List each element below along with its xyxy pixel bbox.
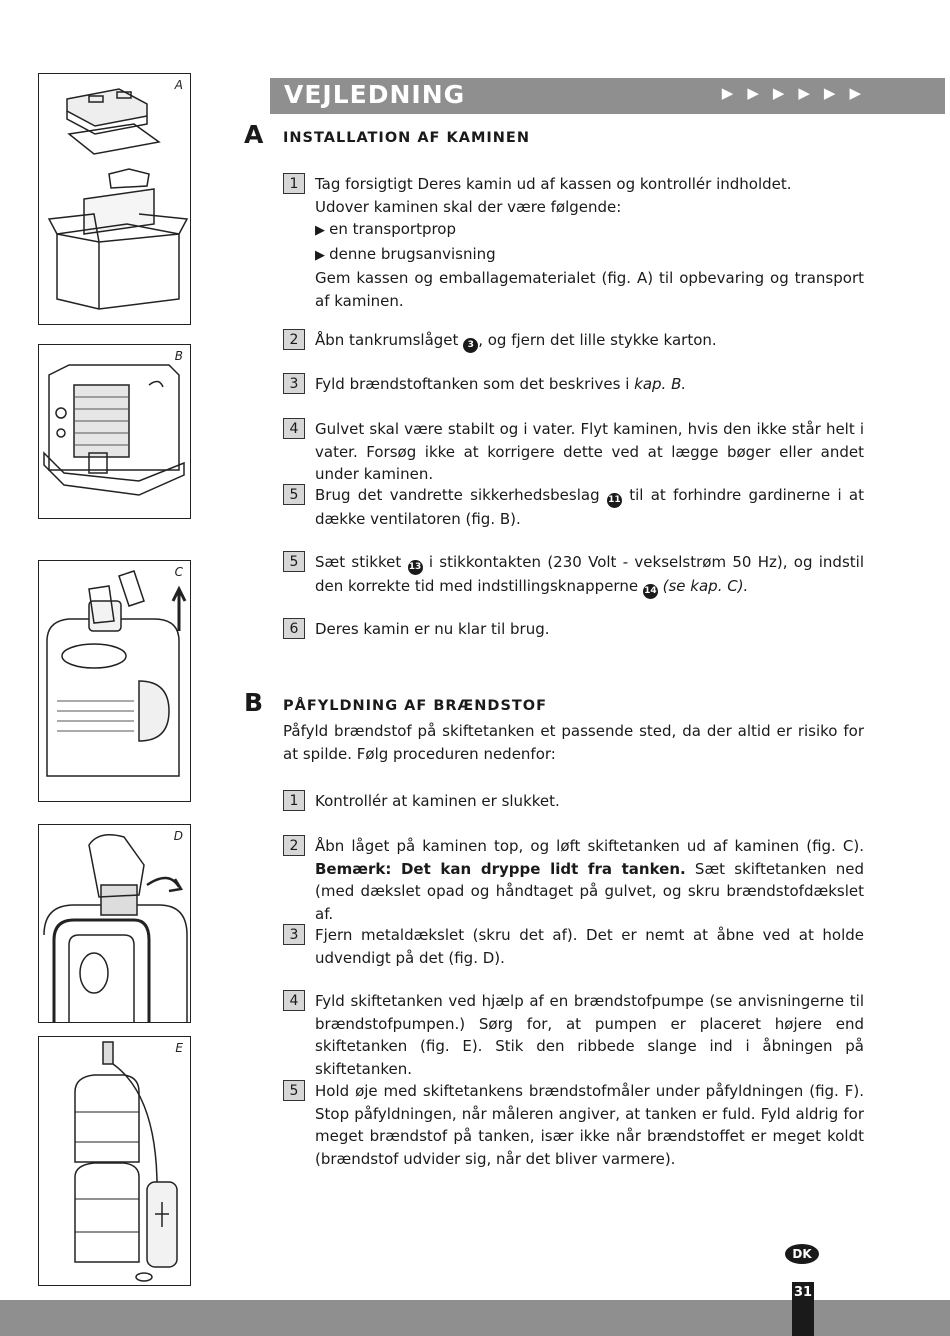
step-number: 1 bbox=[283, 790, 305, 811]
step-number: 3 bbox=[283, 373, 305, 394]
step-number: 3 bbox=[283, 924, 305, 945]
part-reference-badge: 3 bbox=[463, 338, 478, 353]
section-intro: Påfyld brændstof på skiftetanken et passende sted, da der altid er risiko for at spilde. Følg proceduren nedenfor: bbox=[283, 722, 864, 763]
figure-b bbox=[38, 344, 191, 519]
step-text bbox=[315, 173, 864, 312]
step-text: Fyld skiftetanken ved hjælp af en brændstofpumpe (se anvisningerne til brændstofpumpen.) Sørg for, at pumpen er placeret højere end skiftetanken (fig. E). Stik den ribbede slange ind i åbningen på skiftetanken. bbox=[315, 992, 864, 1078]
part-reference-badge: 11 bbox=[607, 493, 622, 508]
figure-a bbox=[38, 73, 191, 325]
page-number: 31 bbox=[792, 1282, 814, 1336]
text-part: , og fjern det lille stykke karton. bbox=[478, 331, 717, 349]
part-reference-badge: 14 bbox=[643, 584, 658, 599]
step-text bbox=[315, 484, 864, 531]
text-part: Åbn låget på kaminen top, og løft skiftetanken ud af kaminen (fig. C). bbox=[315, 837, 864, 855]
step-number: 5 bbox=[283, 551, 305, 572]
chapter-reference: kap. B. bbox=[634, 375, 687, 393]
step-text: Deres kamin er nu klar til brug. bbox=[315, 620, 550, 638]
step-line: Gem kassen og emballagematerialet (fig. A) til opbevaring og transport af kaminen. bbox=[315, 269, 864, 310]
cap-unscrewing-illustration bbox=[39, 825, 190, 1022]
text-part: Sæt skiftetanken ned (med dækslet opad og håndtaget på gulvet, og skru brændstofdækslet af. bbox=[315, 859, 864, 923]
bullet-text: en transportprop bbox=[329, 220, 457, 238]
section-title-b: PÅFYLDNING AF BRÆNDSTOF bbox=[283, 698, 548, 714]
header-arrow-icons: ▶▶▶▶▶▶ bbox=[721, 84, 875, 102]
step-text bbox=[315, 835, 864, 925]
part-reference-badge: 13 bbox=[408, 560, 423, 575]
step-text bbox=[315, 551, 864, 599]
step-number: 5 bbox=[283, 1080, 305, 1101]
heater-tank-removal-illustration bbox=[39, 561, 190, 801]
text-part: Åbn tankrumslåget bbox=[315, 331, 459, 349]
step-number: 6 bbox=[283, 618, 305, 639]
section-title-a: INSTALLATION AF KAMINEN bbox=[283, 130, 530, 146]
text-part: Brug det vandrette sikkerhedsbeslag bbox=[315, 486, 600, 504]
warning-note: Bemærk: Det kan dryppe lidt fra tanken. bbox=[315, 859, 686, 878]
figure-letter: B bbox=[174, 349, 183, 363]
step-number: 4 bbox=[283, 990, 305, 1011]
figure-letter: C bbox=[174, 565, 183, 579]
text-part: i stikkontakten (230 Volt - vekselstrøm 50 Hz), og indstil den korrekte tid med indstillingsknapperne bbox=[315, 553, 864, 595]
fuel-pump-tank-illustration bbox=[39, 1037, 190, 1285]
text-part: Sæt stikket bbox=[315, 553, 402, 571]
step-number: 5 bbox=[283, 484, 305, 505]
section-letter-b: B bbox=[244, 688, 264, 717]
heater-back-vent-illustration bbox=[39, 345, 190, 518]
step-line: Udover kaminen skal der være følgende: bbox=[315, 197, 622, 216]
bullet-item bbox=[315, 218, 864, 243]
figure-e bbox=[38, 1036, 191, 1286]
section-letter-a: A bbox=[244, 120, 264, 149]
page-title: VEJLEDNING bbox=[284, 80, 466, 109]
step-number: 2 bbox=[283, 835, 305, 856]
step-line: Tag forsigtigt Deres kamin ud af kassen og kontrollér indholdet. bbox=[315, 175, 792, 193]
step-text: Kontrollér at kaminen er slukket. bbox=[315, 792, 560, 810]
figure-d bbox=[38, 824, 191, 1023]
figure-c bbox=[38, 560, 191, 802]
step-text bbox=[315, 329, 864, 353]
bullet-item bbox=[315, 243, 864, 268]
language-badge: DK bbox=[785, 1244, 819, 1264]
figure-letter: D bbox=[173, 829, 183, 843]
step-text: Gulvet skal være stabilt og i vater. Flyt kaminen, hvis den ikke står helt i vater. Forsøg ikke at korrigere dette ved at lægge bøger eller andet under kaminen. bbox=[315, 420, 864, 483]
step-text bbox=[315, 373, 864, 396]
chapter-reference: (se kap. C). bbox=[662, 577, 749, 595]
step-number: 2 bbox=[283, 329, 305, 350]
step-number: 1 bbox=[283, 173, 305, 194]
bullet-text: denne brugsanvisning bbox=[329, 244, 496, 263]
header-bar bbox=[270, 78, 945, 114]
step-text: Fjern metaldækslet (skru det af). Det er nemt at åbne ved at holde udvendigt på det (fig. D). bbox=[315, 926, 864, 967]
step-number: 4 bbox=[283, 418, 305, 439]
text-part: til at forhindre gardinerne i at dække ventilatoren (fig. B). bbox=[315, 486, 864, 528]
box-unpacking-illustration bbox=[39, 74, 190, 324]
text-part: Fyld brændstoftanken som det beskrives i bbox=[315, 375, 630, 393]
figure-letter: A bbox=[174, 78, 183, 92]
step-text: Hold øje med skiftetankens brændstofmåler under påfyldningen (fig. F). Stop påfyldningen, når måleren angiver, at tanken er fuld. Fyld aldrig for meget brændstof på tanken, især ikke når brændstoffet er meget koldt (brændstof udvider sig, når det bliver varmere). bbox=[315, 1082, 864, 1168]
figure-letter: E bbox=[175, 1041, 183, 1055]
